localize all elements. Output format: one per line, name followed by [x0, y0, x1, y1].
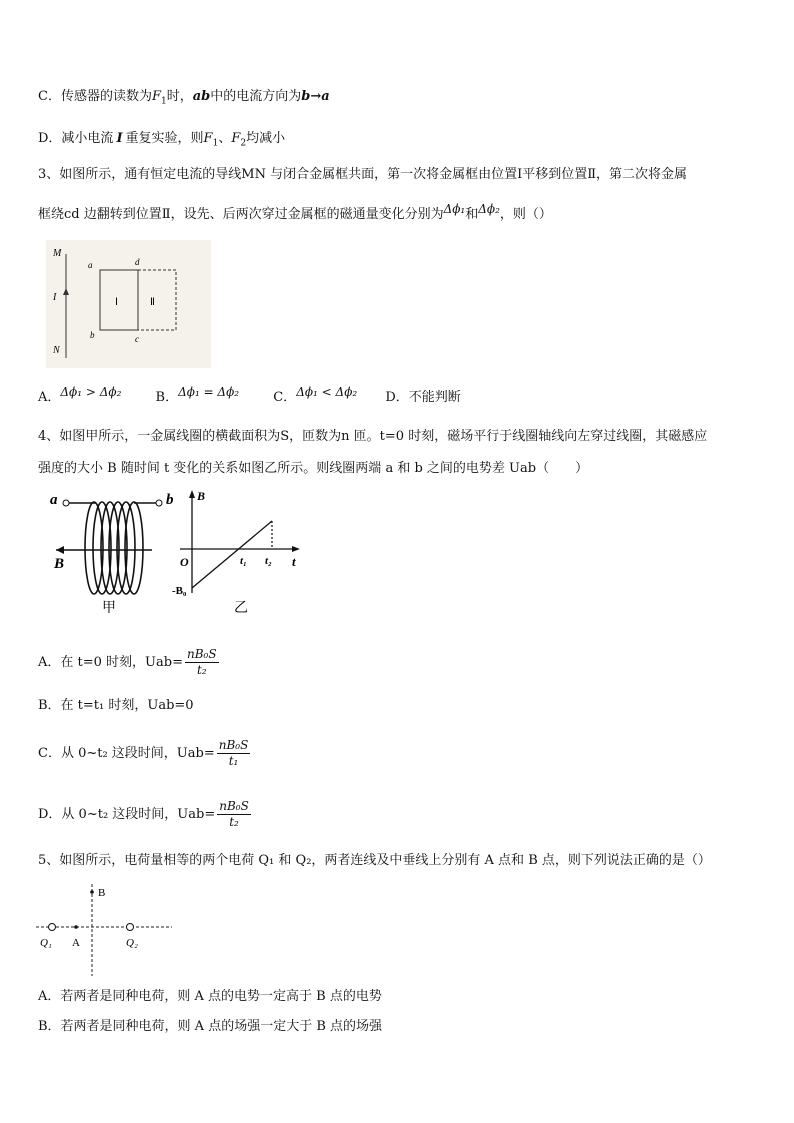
label-q1: Q₁	[40, 937, 52, 949]
q2-option-c: C．传感器的读数为$F_1$时，ab中的电流方向为b→a	[38, 89, 330, 107]
label-q2: Q₂	[126, 937, 138, 949]
label-origin: O	[180, 555, 189, 569]
label-c: c	[135, 334, 139, 344]
label-m: M	[53, 248, 62, 259]
caption-jia: 甲	[102, 601, 116, 616]
q4-option-a: A．在 t=0 时刻，Uab= $\frac{\text{nB₀S}}{\text{t₂}}$	[38, 647, 217, 677]
label-point-a: A	[72, 937, 80, 949]
label-t2: t₂	[265, 555, 272, 567]
q5-option-b: B．若两者是同种电荷，则 A 点的场强一定大于 B 点的场强	[38, 1019, 383, 1034]
q4-figure-jia	[44, 488, 184, 616]
label-a-terminal: a	[50, 492, 58, 508]
label-b-field: B	[54, 556, 65, 572]
q4-option-c: C．从 0~t₂ 这段时间，Uab= $\frac{\text{nB₀S}}{\text{t₁}}$	[38, 738, 249, 768]
q4-option-d: D．从 0~t₂ 这段时间，Uab= $\frac{\text{nB₀S}}{\text{t₂}}$	[38, 799, 249, 829]
q2-option-d: D．减小电流 I 重复实验，则$F_1$、$F_2$均减小	[38, 131, 286, 149]
caption-yi: 乙	[234, 601, 248, 616]
q3-figure	[46, 240, 211, 368]
label-b0: -B₀	[172, 585, 187, 597]
q3-stem-line1: 3、如图所示，通有恒定电流的导线MN 与闭合金属框共面，第一次将金属框由位置Ⅰ平移到位置Ⅱ，第二次将金属	[38, 167, 688, 182]
q5-option-a: A．若两者是同种电荷，则 A 点的电势一定高于 B 点的电势	[38, 989, 382, 1004]
label-a: a	[88, 260, 93, 270]
label-point-b: B	[98, 887, 106, 899]
label-n: N	[53, 345, 60, 356]
q4-stem-line2: 强度的大小 B 随时间 t 变化的关系如图乙所示。则线圈两端 a 和 b 之间的电势差 Uab（ ）	[38, 461, 589, 476]
q3-stem-line2: 框绕cd 边翻转到位置Ⅱ，设先、后两次穿过金属框的磁通量变化分别为Δϕ₁和Δϕ₂，则（）	[38, 202, 552, 222]
q3-options: A．Δϕ₁ > Δϕ₂ B．Δϕ₁ = Δϕ₂ C．Δϕ₁ < Δϕ₂ D．不能判断	[38, 385, 461, 405]
q4-figure-yi	[168, 488, 308, 616]
q4-stem-line1: 4、如图甲所示，一金属线圈的横截面积为S，匝数为n 匝。t=0 时刻，磁场平行于线圈轴线向左穿过线圈，其磁感应	[38, 429, 708, 444]
label-b-axis: B	[197, 489, 206, 503]
label-pos1: Ⅰ	[115, 297, 118, 308]
label-b: b	[90, 330, 95, 340]
label-b-terminal: b	[166, 492, 174, 508]
q4-option-b: B．在 t=t₁ 时刻，Uab=0	[38, 698, 194, 713]
label-t-axis: t	[292, 554, 296, 569]
label-d: d	[135, 257, 140, 267]
label-pos2: Ⅱ	[150, 297, 155, 308]
label-t1: t₁	[240, 555, 247, 567]
q5-figure	[34, 880, 174, 980]
q5-stem: 5、如图所示，电荷量相等的两个电荷 Q₁ 和 Q₂，两者连线及中垂线上分别有 A 点和 B 点，则下列说法正确的是（）	[38, 853, 711, 868]
label-i: I	[53, 292, 57, 303]
